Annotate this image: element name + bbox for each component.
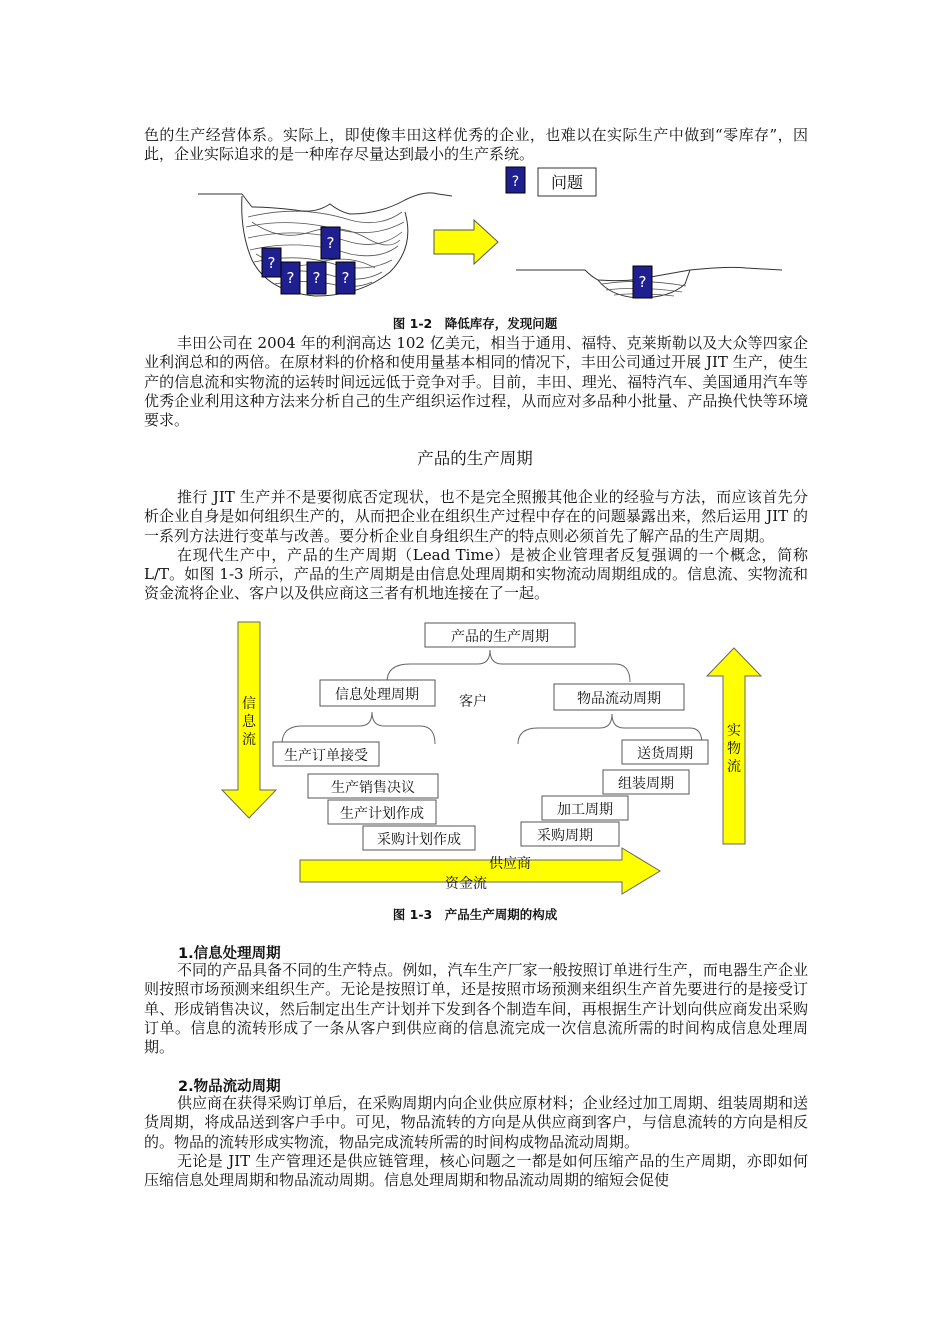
- info-step-label: 生产计划作成: [340, 806, 424, 822]
- lead-time-label: 产品的生产周期: [451, 629, 549, 645]
- info-flow-char: 息: [242, 714, 256, 730]
- section2-body: [144, 1094, 808, 1190]
- figure-1-3-caption: 图 1-3 产品生产周期的构成: [392, 907, 558, 922]
- goods-flow-char: 流: [727, 759, 741, 775]
- figure-1-3: [220, 620, 780, 900]
- toyota-text: 丰田公司在 2004 年的利润高达 102 亿美元，相当于通用、福特、克莱斯勒以及大众等四家企业利润总和的两倍。在原材料的价格和使用量基本相同的情况下，丰田公司通过开展 JIT 生产，使生产的信息流和实物流的运转时间远远低于竞争对手。目前，丰田、理光、福特汽车、美国通用汽车等优秀企业利用这种方法来分析自己的生产组织运作过程，从而应对多品种小批量、产品换代快等环境要求。: [144, 334, 808, 430]
- section2-title: 2.物品流动周期: [178, 1079, 281, 1095]
- section2-text: 供应商在获得采购订单后，在采购周期内向企业供应原材料；企业经过加工周期、组装周期和送货周期，将成品送到客户手中。可见，物品流转的方向是从供应商到客户，与信息流转的方向是相反的。物品的流转形成实物流，物品完成流转所需的时间构成物品流动周期。: [144, 1094, 808, 1151]
- question-mark: ?: [286, 269, 295, 287]
- goods-step-label: 组装周期: [618, 776, 674, 792]
- top-brace: [387, 650, 630, 682]
- left-pond-outline: [198, 193, 452, 214]
- supplier-label: 供应商: [489, 856, 531, 872]
- info-step-label: 生产订单接受: [284, 748, 368, 764]
- goods-flow-char: 实: [727, 723, 741, 739]
- section1-title: 1.信息处理周期: [178, 946, 281, 962]
- question-mark: ?: [267, 254, 276, 272]
- jit-text: 推行 JIT 生产并不是要彻底否定现状，也不是完全照搬其他企业的经验与方法，而应该首先分析企业自身是如何组织生产的，从而把企业在组织生产过程中存在的问题暴露出来，然后运用 JIT 的一系列方法进行变革与改善。要分析企业自身组织生产的特点则必须首先了解产品的生产周期。: [144, 488, 808, 545]
- info-step-label: 采购计划作成: [377, 832, 461, 848]
- goods-step-label: 加工周期: [557, 802, 613, 818]
- section-title: 产品的生产周期: [417, 449, 533, 468]
- info-flow-char: 信: [242, 696, 256, 712]
- question-mark: ?: [326, 234, 335, 252]
- problem-label: 问题: [550, 173, 584, 192]
- goods-flow-char: 物: [727, 741, 741, 757]
- money-flow-label: 资金流: [445, 876, 487, 892]
- intro-paragraph: [144, 126, 808, 165]
- info-cycle-label: 信息处理周期: [335, 687, 419, 703]
- goods-step-label: 送货周期: [637, 746, 693, 762]
- figure-1-2-caption: 图 1-2 降低库存，发现问题: [392, 316, 558, 331]
- question-mark: ?: [511, 174, 520, 190]
- intro-text: 色的生产经营体系。实际上，即使像丰田这样优秀的企业，也难以在实际生产中做到“零库存”，因此，企业实际追求的是一种库存尽量达到最小的生产系统。: [144, 126, 808, 164]
- leadtime-text: 在现代生产中，产品的生产周期（Lead Time）是被企业管理者反复强调的一个概念，简称 L/T。如图 1-3 所示，产品的生产周期是由信息处理周期和实物流动周期组成的。信息流、实物流和资金流将企业、客户以及供应商这三者有机地连接在了一起。: [144, 545, 808, 603]
- info-step-label: 生产销售决议: [331, 780, 415, 796]
- jit-paragraphs: [144, 488, 808, 604]
- info-brace: [282, 712, 435, 744]
- section1-text: 不同的产品具备不同的生产特点。例如，汽车生产厂家一般按照订单进行生产，而电器生产企业则按照市场预测来组织生产。无论是按照订单，还是按照市场预测来组织生产首先要进行的是接受订单、形成销售决议，然后制定出生产计划并下发到各个制造车间，再根据生产计划向供应商发出采购订单。信息的流转形成了一条从客户到供应商的信息流完成一次信息流所需的时间构成信息处理周期。: [144, 961, 808, 1057]
- question-mark: ?: [312, 269, 321, 287]
- figure-1-2: [190, 162, 800, 312]
- question-mark: ?: [638, 273, 647, 291]
- goods-step-label: 采购周期: [537, 828, 593, 844]
- goods-cycle-label: 物品流动周期: [577, 691, 661, 707]
- section2-text-2: 无论是 JIT 生产管理还是供应链管理，核心问题之一都是如何压缩产品的生产周期，亦即如何压缩信息处理周期和物品流动周期。信息处理周期和物品流动周期的缩短会促使: [144, 1151, 808, 1190]
- toyota-paragraph: [144, 334, 808, 430]
- customer-label: 客户: [459, 694, 487, 710]
- question-mark: ?: [341, 269, 350, 287]
- section1-body: [144, 961, 808, 1057]
- right-arrow: [434, 220, 498, 264]
- info-flow-char: 流: [242, 732, 256, 748]
